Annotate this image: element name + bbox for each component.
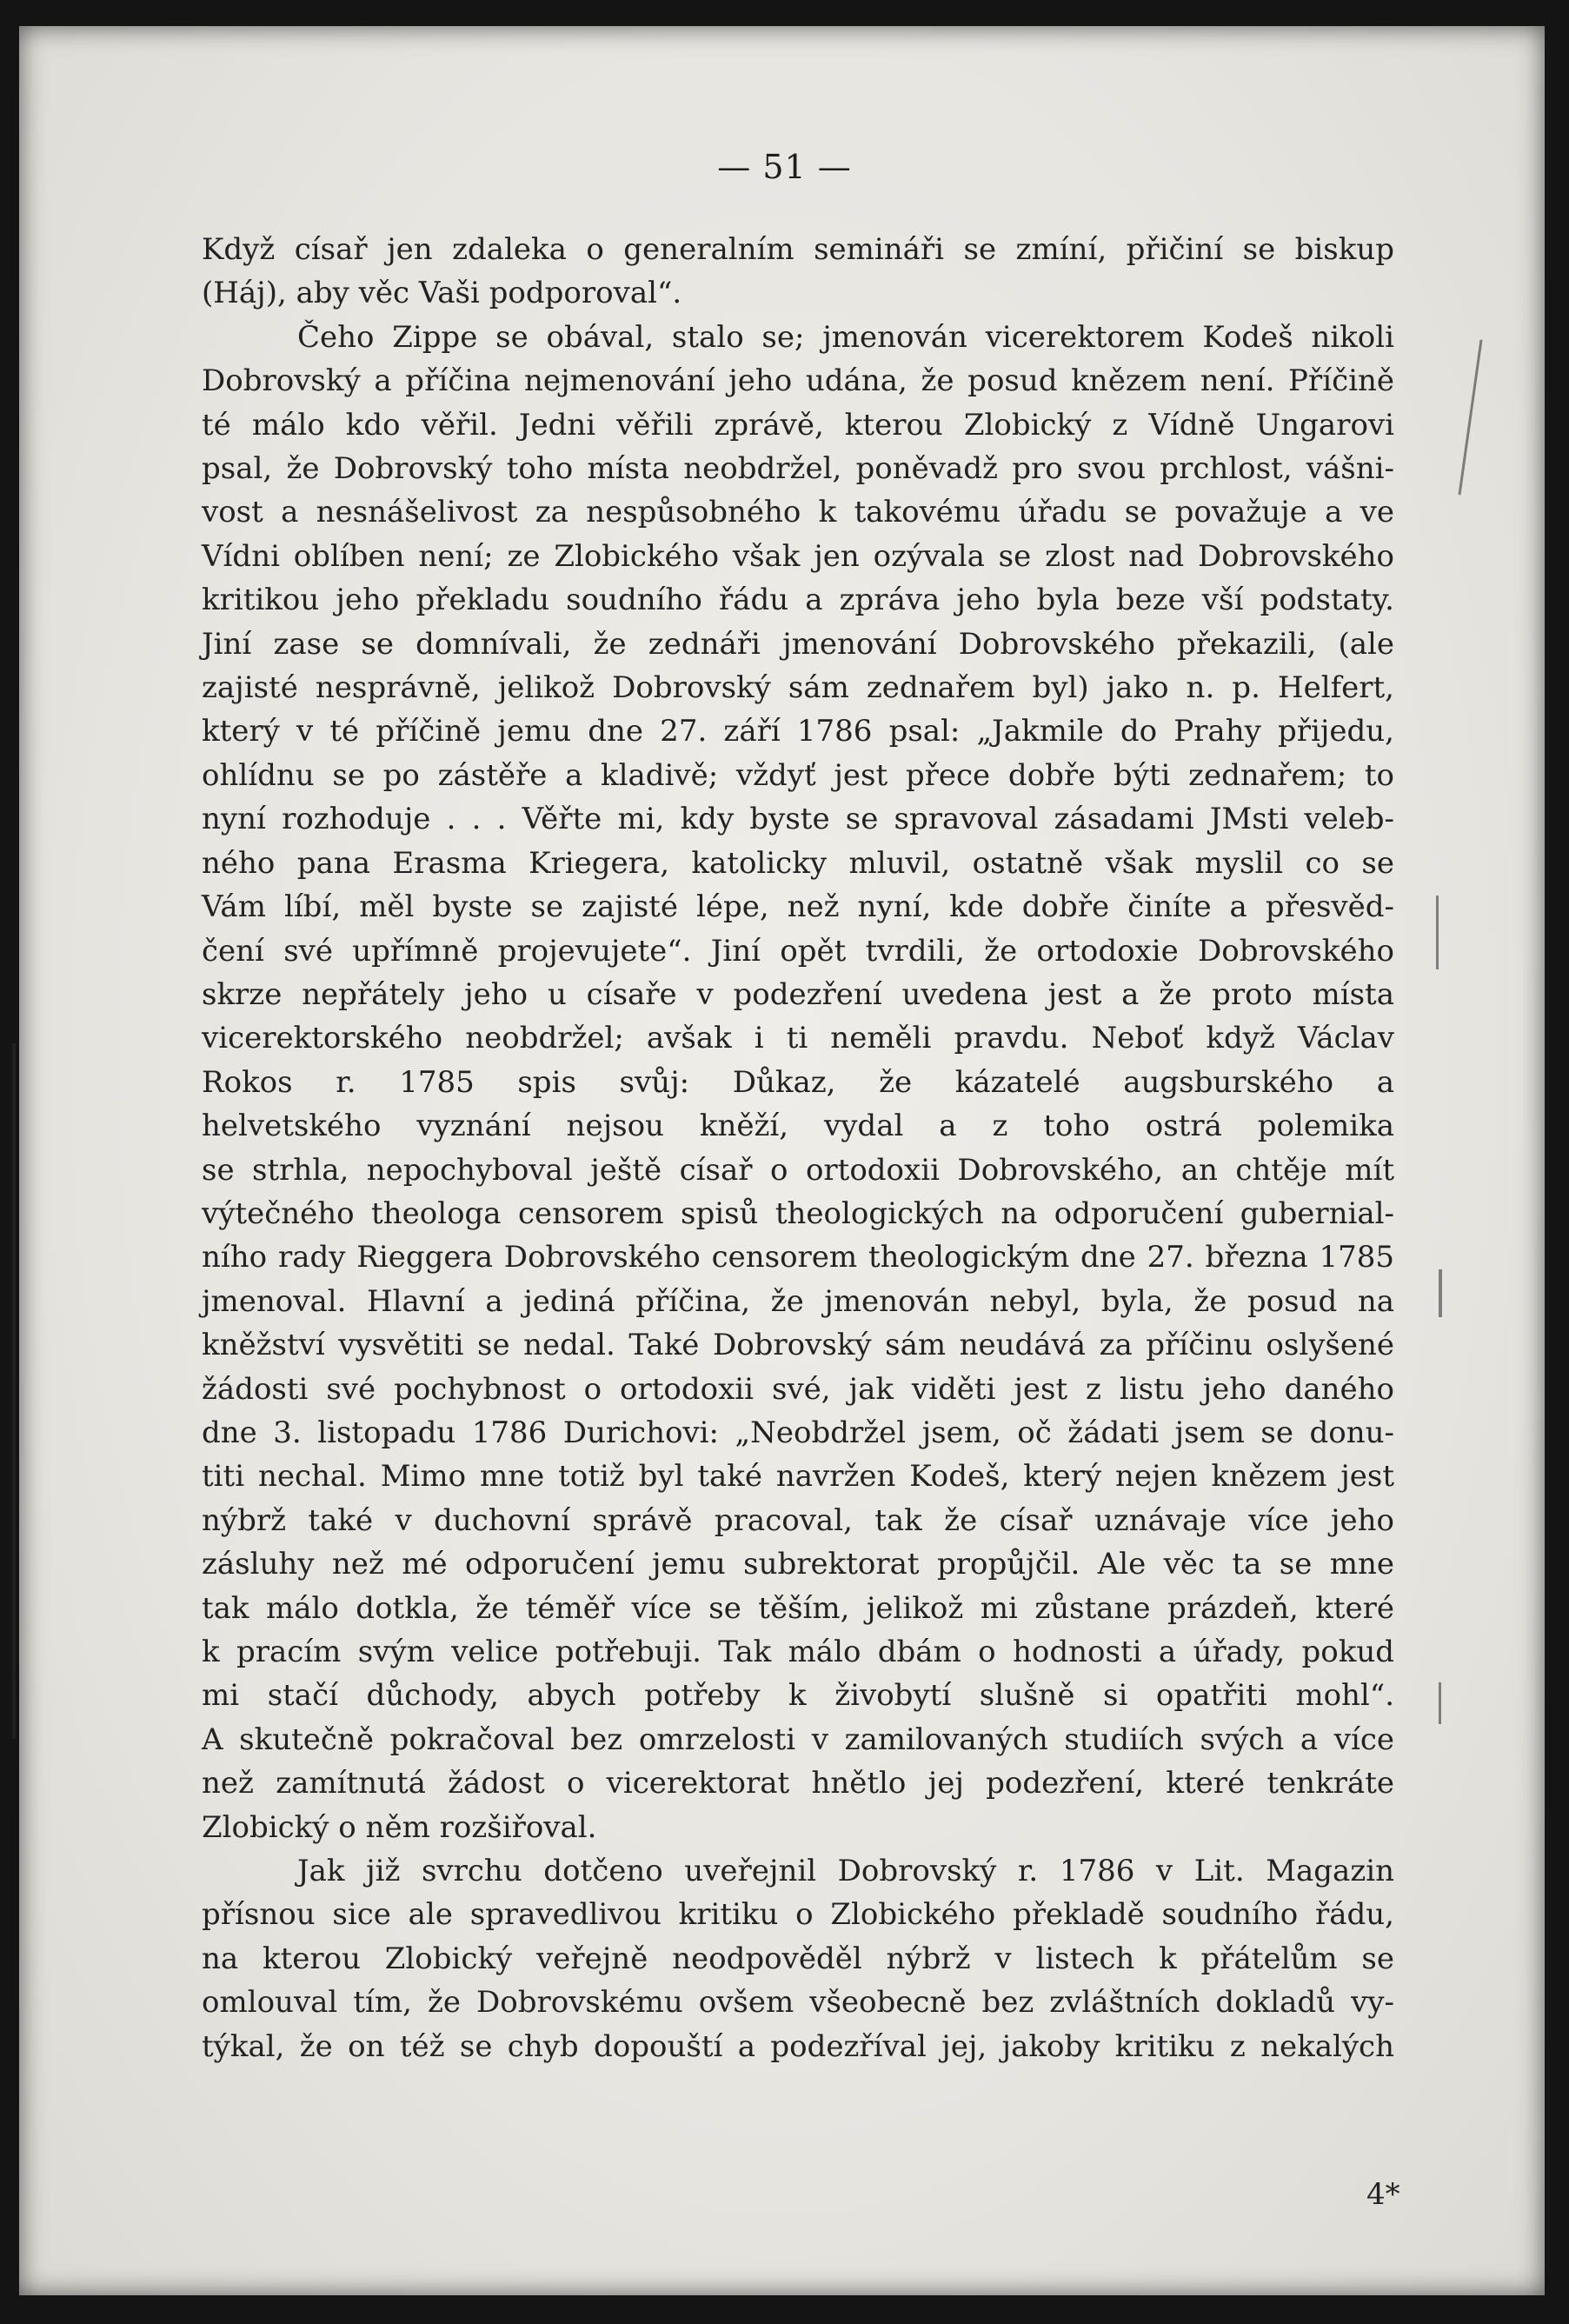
text-line: mi stačí důchody, abych potřeby k živobytí slušně si opatřiti mohl“.	[202, 1678, 1394, 1714]
text-line: Když císař jen zdaleka o generalním semináři se zmíní, přičiní se biskup	[202, 232, 1394, 267]
margin-mark	[1436, 896, 1439, 969]
text-line: A skutečně pokračoval bez omrzelosti v zamilovaných studiích svých a více	[202, 1721, 1394, 1757]
text-line: dne 3. listopadu 1786 Durichovi: „Neobdržel jsem, oč žádati jsem se donu-	[202, 1415, 1394, 1450]
text-line: vicerektorského neobdržel; avšak i ti neměli pravdu. Neboť když Václav	[202, 1021, 1394, 1056]
text-line: omlouval tím, že Dobrovskému ovšem všeobecně bez zvláštních dokladů vy-	[202, 1985, 1394, 2021]
text-line: kritikou jeho překladu soudního řádu a zpráva jeho byla beze vší podstaty.	[202, 583, 1394, 618]
text-line: Vám líbí, měl byste se zajisté lépe, než nyní, kde dobře činíte a přesvěd-	[202, 889, 1394, 925]
margin-mark	[12, 1043, 16, 1739]
margin-mark	[1439, 1682, 1441, 1724]
page-number: — 51 —	[717, 148, 852, 186]
text-line: Dobrovský a příčina nejmenování jeho udána, že posud knězem není. Příčině	[202, 363, 1394, 399]
text-line: Zlobický o něm rozšiřoval.	[202, 1809, 597, 1845]
text-line: zajisté nesprávně, jelikož Dobrovský sám zednařem byl) jako n. p. Helfert,	[202, 670, 1394, 706]
text-line: vost a nesnášelivost za nespůsobného k takovému úřadu se považuje a ve	[202, 495, 1394, 530]
text-line: Rokos r. 1785 spis svůj: Důkaz, že kázatelé augsburského a	[202, 1064, 1394, 1100]
text-line: psal, že Dobrovský toho místa neobdržel, poněvadž pro svou prchlost, vášni-	[202, 451, 1394, 487]
text-line: žádosti své pochybnost o ortodoxii své, jak viděti jest z listu jeho daného	[202, 1371, 1394, 1407]
body-text	[202, 228, 1394, 2068]
text-line: přísnou sice ale spravedlivou kritiku o Zlobického překladě soudního řádu,	[202, 1897, 1394, 1933]
margin-mark	[1439, 1269, 1442, 1317]
text-line: výtečného theologa censorem spisů theologických na odporučení gubernial-	[202, 1195, 1394, 1231]
text-line: ního rady Rieggera Dobrovského censorem theologickým dne 27. března 1785	[202, 1240, 1394, 1275]
text-line: na kterou Zlobický veřejně neodpověděl nýbrž v listech k přátelům se	[202, 1941, 1394, 1976]
text-line: tak málo dotkla, že téměř více se těším, jelikož mi zůstane prázdeň, které	[202, 1590, 1394, 1626]
text-line: Jak již svrchu dotčeno uveřejnil Dobrovský r. 1786 v Lit. Magazin	[297, 1854, 1394, 1889]
text-line: se strhla, nepochyboval ještě císař o ortodoxii Dobrovského, an chtěje mít	[202, 1152, 1394, 1188]
text-line: k pracím svým velice potřebuji. Tak málo dbám o hodnosti a úřady, pokud	[202, 1635, 1394, 1669]
text-line: skrze nepřátely jeho u císaře v podezření uvedena jest a že proto místa	[202, 976, 1394, 1012]
text-line: Jiní zase se domnívali, že zednáři jmenování Dobrovského překazili, (ale	[202, 626, 1394, 662]
text-line: jmenoval. Hlavní a jediná příčina, že jmenován nebyl, byla, že posud na	[202, 1283, 1394, 1319]
text-line: Čeho Zippe se obával, stalo se; jmenován vicerektorem Kodeš nikoli	[297, 319, 1394, 355]
text-line: zásluhy než mé odporučení jemu subrektorat propůjčil. Ale věc ta se mne	[202, 1547, 1394, 1582]
text-line: týkal, že on též se chyb dopouští a podezříval jej, jakoby kritiku z nekalých	[202, 2028, 1394, 2064]
text-line: čení své upřímně projevujete“. Jiní opět tvrdili, že ortodoxie Dobrovského	[202, 933, 1394, 969]
text-line: té málo kdo věřil. Jedni věřili zprávě, kterou Zlobický z Vídně Ungarovi	[202, 407, 1394, 443]
text-line: ného pana Erasma Kriegera, katolicky mluvil, ostatně však myslil co se	[202, 845, 1394, 881]
text-line: nýbrž také v duchovní správě pracoval, tak že císař uznávaje více jeho	[202, 1502, 1394, 1538]
text-line: kněžství vysvětiti se nedal. Také Dobrovský sám neudává za příčinu oslyšené	[202, 1328, 1394, 1363]
text-line: který v té příčině jemu dne 27. září 1786 psal: „Jakmile do Prahy přijedu,	[202, 714, 1394, 749]
text-line: Vídni oblíben není; ze Zlobického však jen ozývala se zlost nad Dobrovského	[202, 538, 1394, 574]
signature-mark: 4*	[1366, 2177, 1400, 2212]
text-line: (Háj), aby věc Vaši podporoval“.	[202, 276, 682, 311]
text-line: než zamítnutá žádost o vicerektorat hnětlo jej podezření, které tenkráte	[202, 1766, 1394, 1801]
text-line: nyní rozhoduje . . . Věřte mi, kdy byste se spravoval zásadami JMsti veleb-	[202, 802, 1394, 837]
text-line: titi nechal. Mimo mne totiž byl také navržen Kodeš, který nejen knězem jest	[202, 1459, 1394, 1495]
text-line: helvetského vyznání nejsou kněží, vydal a z toho ostrá polemika	[202, 1109, 1394, 1144]
text-line: ohlídnu se po zástěře a kladivě; vždyť jest přece dobře býti zednařem; to	[202, 757, 1394, 793]
